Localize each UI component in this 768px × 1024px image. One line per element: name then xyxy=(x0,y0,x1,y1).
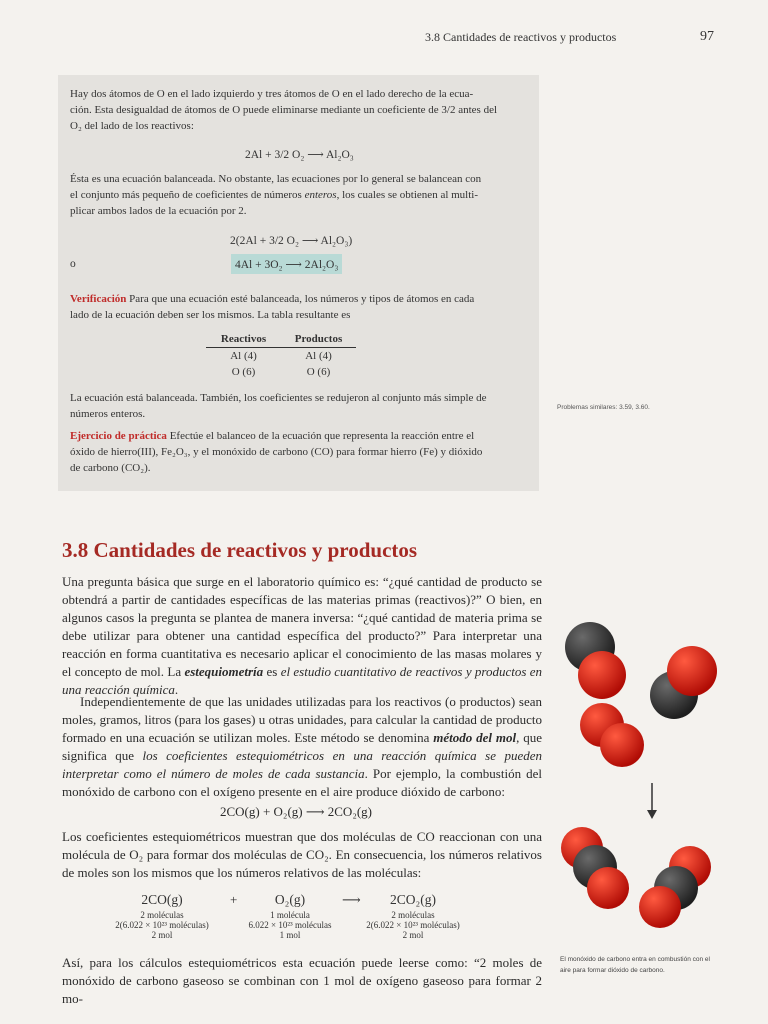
table-row: Al (4) Al (4) xyxy=(230,350,332,362)
practice-label: Ejercicio de práctica xyxy=(70,430,167,442)
running-header: 3.8 Cantidades de reactivos y productos xyxy=(425,30,617,44)
o2-molecule xyxy=(580,703,644,767)
section-title: 3.8 Cantidades de reactivos y productos xyxy=(62,538,418,562)
body-paragraph-1: Una pregunta básica que surge en el laboratorio químico es: “¿qué cantidad de producto se obtendrá a partir de cantidades específicas de las materias primas (reactivos)?” O bien, en algunos casos la pregunta se plantea de manera inversa: “¿qué cantidad de materia prima se debe utilizar para obtener una cantidad específica del producto?” Para interpretar una reacción en forma cuantitativa es necesario aplicar el conocimiento de las masas molares y el concepto de mol. La estequiometría es el estudio cuantitativo de reactivos y productos en una reacción química. xyxy=(62,574,543,697)
fraction: 3/2 xyxy=(441,104,456,116)
body-paragraph-2: Independientemente de que las unidades utilizadas para los reactivos (o productos) sean moles, gramos, litros (para los gases) u otras unidades, para calcular la cantidad de producto formado en una ecuación se utilizan moles. Este método se denomina método del mol, que significa que los coeficientes estequiométricos en una reacción química se pueden interpretar como el número de moles de cada sustancia. Por ejemplo, la combustión del monóxido de carbono con el oxígeno presente en el aire produce dióxido de carbono: xyxy=(62,694,543,799)
equation-1: 2Al + 3/2 O₂ ⟶ Al₂O₃ xyxy=(245,149,354,161)
box-paragraph-3: La ecuación está balanceada. También, los coeficientes se redujeron al conjunto más simple de números enteros. xyxy=(70,392,487,420)
verification-paragraph: Verificación Para que una ecuación esté balanceada, los números y tipos de átomos en cada lado de la ecuación deben ser los mismos. La tabla resultante es xyxy=(70,293,475,321)
similar-problems-note: Problemas similares: 3.59, 3.60. xyxy=(557,404,650,411)
body-paragraph-3: Los coeficientes estequiométricos muestran que dos moléculas de CO reaccionan con una molécula de O₂ para formar dos moléculas de CO₂. En consecuencia, los números relativos de moles son los mismos que los números relativos de las moléculas: xyxy=(62,829,542,880)
combustion-equation: 2CO(g) + O₂(g) ⟶ 2CO₂(g) xyxy=(220,804,373,819)
co2-molecule-1 xyxy=(561,827,629,909)
co-molecule-1 xyxy=(565,622,626,699)
equation-3-highlighted: 4Al + 3O₂ ⟶ 2Al₂O₃ xyxy=(231,254,342,274)
combustion-figure xyxy=(550,605,730,945)
table-header: Reactivos xyxy=(206,333,281,348)
product-co2-column: 2CO₂(g) 2 moléculas 2(6.022 × 10²³ moléculas) 2 mol xyxy=(366,892,460,940)
equation-2: 2(2Al + 3/2 O₂ ⟶ Al₂O₃) xyxy=(230,235,353,247)
body-paragraph-4: Así, para los cálculos estequiométricos esta ecuación puede leerse como: “2 moles de monóxido de carbono gaseoso se combinan con 1 mol de oxígeno gaseoso para formar 2 mo- xyxy=(62,955,542,1006)
page-number: 97 xyxy=(700,29,714,44)
reactant-co-column: 2CO(g) 2 moléculas 2(6.022 × 10²³ moléculas) 2 mol xyxy=(115,892,209,940)
box-paragraph-1: Hay dos átomos de O en el lado izquierdo y tres átomos de O en el lado derecho de la ecua- ción. Esta desigualdad de átomos de O puede eliminarse mediante un coeficiente de 3/2 antes del O₂ del lado de los reactivos: xyxy=(70,88,498,132)
atom-count-table xyxy=(206,333,356,380)
conjunction-o: o xyxy=(70,258,76,270)
co-molecule-2 xyxy=(650,646,717,719)
reaction-arrow: ⟶ xyxy=(342,892,361,907)
figure-caption: El monóxido de carbono entra en combustión con el aire para formar dióxido de carbono. xyxy=(560,956,710,974)
co2-molecule-2 xyxy=(639,846,711,928)
box-paragraph-2: Ésta es una ecuación balanceada. No obstante, las ecuaciones por lo general se balancean con el conjunto más pequeño de coeficientes de números enteros, los cuales se obtienen al multi- plicar ambos lados de la ecuación por 2. xyxy=(70,173,482,217)
down-arrow-icon xyxy=(647,783,657,819)
practice-exercise: Ejercicio de práctica Efectúe el balanceo de la ecuación que representa la reacción entre el óxido de hierro(III), Fe₂O₃, y el monóxido de carbono (CO) para formar hierro (Fe) y dióxido de carbono (CO₂). xyxy=(70,430,483,474)
verification-label: Verificación xyxy=(70,293,127,305)
table-header: Productos xyxy=(281,333,356,348)
reactant-o2-column: O₂(g) 1 molécula 6.022 × 10²³ moléculas 1 mol xyxy=(248,892,332,940)
plus-sign: + xyxy=(230,892,238,907)
table-row: O (6) O (6) xyxy=(231,366,331,378)
